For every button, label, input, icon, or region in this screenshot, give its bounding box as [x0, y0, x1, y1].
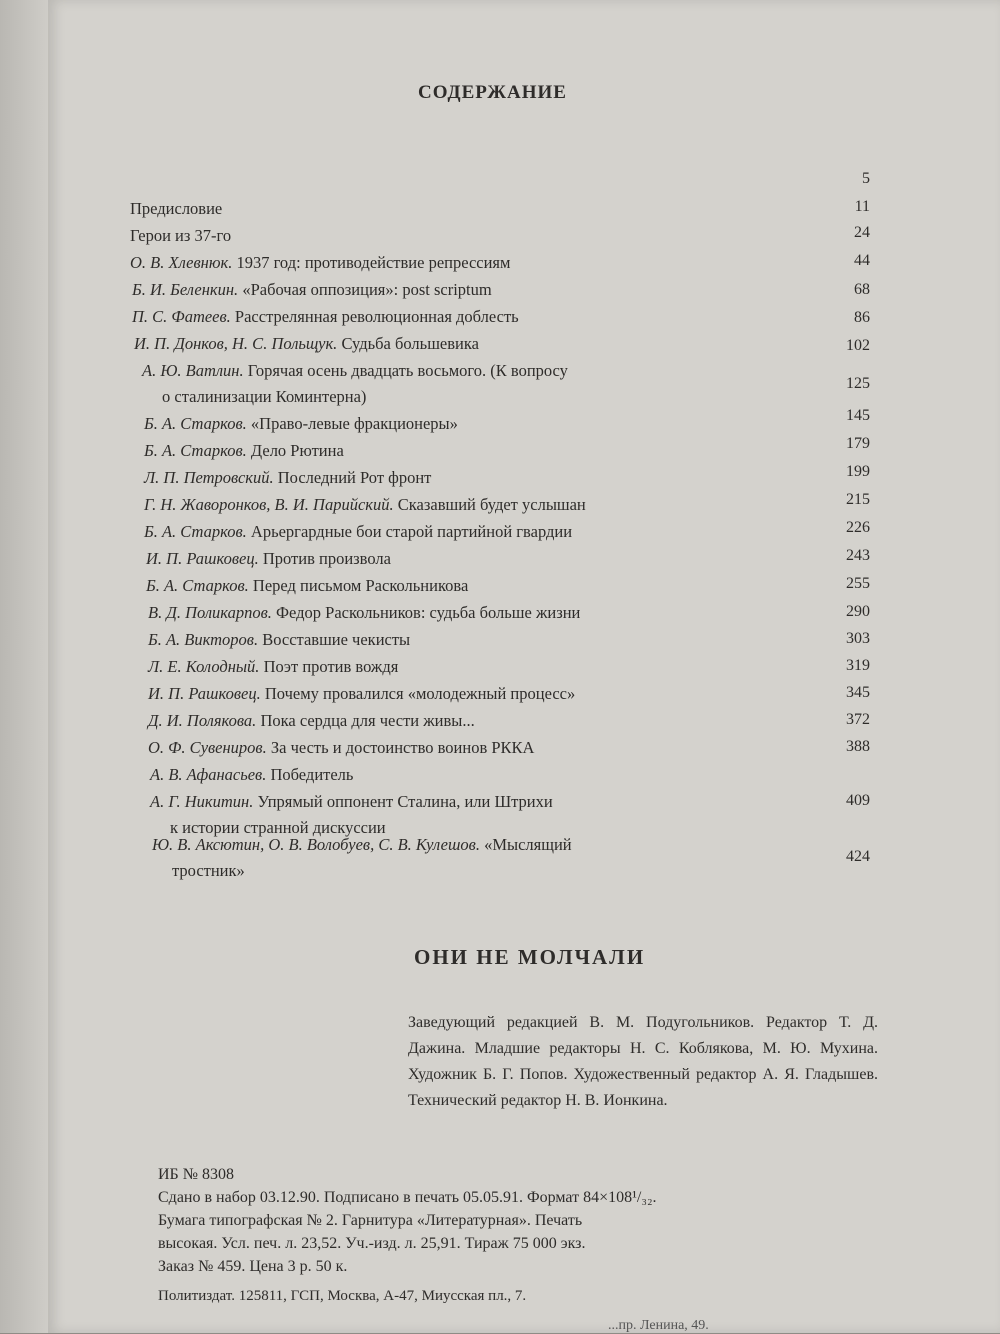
toc-page-number: 255 [846, 575, 870, 592]
toc-page-number: 102 [846, 337, 870, 354]
toc-author: А. Г. Никитин. [150, 792, 258, 811]
book-page [48, 0, 1000, 1333]
toc-title: Сказавший будет услышан [397, 495, 586, 514]
toc-author: П. С. Фатеев. [132, 307, 235, 326]
toc-author: И. П. Рашковец. [146, 549, 263, 568]
toc-title: Арьергардные бои старой партийной гвардии [250, 522, 573, 541]
toc-page-number: 68 [854, 281, 870, 298]
toc-title-continued: о сталинизации Коминтерна) [162, 387, 367, 406]
toc-author: Б. А. Старков. [144, 414, 251, 433]
toc-title: Поэт против вождя [263, 657, 399, 676]
toc-title: «Мыслящий [484, 835, 572, 854]
toc-page-number: 11 [854, 198, 870, 215]
toc-entry [146, 546, 391, 572]
toc-title: Пока сердца для чести живы... [260, 711, 475, 730]
toc-page-number: 290 [846, 603, 870, 620]
toc-title-continued: тростник» [172, 861, 245, 880]
editorial-credits: Заведующий редакцией В. М. Подугольников. Редактор Т. Д. Дажина. Младшие редакторы Н. С. Коблякова, М. Ю. Мухина. Художник Б. Г. Попов. Художественный редактор А. Я. Гладышев. Технический редактор Н. В. Ионкина. [408, 1014, 878, 1109]
toc-page-number: 86 [854, 309, 870, 326]
toc-entry [150, 762, 353, 788]
toc-author: Д. И. Полякова. [148, 711, 261, 730]
toc-entry [146, 573, 468, 599]
toc-entry [132, 304, 519, 330]
imprint-line: Сдано в набор 03.12.90. Подписано в печать 05.05.91. Формат 84×108¹/₃₂. [158, 1189, 657, 1206]
toc-page-number: 24 [854, 224, 870, 241]
toc-author: Л. Е. Колодный. [148, 657, 264, 676]
toc-author: И. П. Рашковец. [148, 684, 265, 703]
toc-title: Предисловие [130, 199, 223, 218]
toc-author: Г. Н. Жаворонков, В. И. Парийский. [144, 495, 398, 514]
toc-entry [144, 492, 586, 518]
toc-title: Перед письмом Раскольникова [252, 576, 469, 595]
toc-entry [148, 708, 475, 734]
toc-author: А. Ю. Ватлин. [142, 361, 248, 380]
toc-page-number: 199 [846, 463, 870, 480]
contents-heading: СОДЕРЖАНИЕ [418, 82, 567, 103]
imprint-block [158, 1163, 938, 1278]
toc-entry [148, 627, 410, 653]
toc-title-continued: к истории странной дискуссии [170, 818, 386, 837]
toc-page-number: 125 [846, 375, 870, 392]
toc-title: «Право-левые фракционеры» [250, 414, 458, 433]
toc-page-number: 243 [846, 547, 870, 564]
toc-page-number: 303 [846, 630, 870, 647]
imprint-line: Заказ № 459. Цена 3 р. 50 к. [158, 1258, 348, 1275]
toc-title: Судьба большевика [341, 334, 479, 353]
toc-title: За честь и достоинство воинов РККА [270, 738, 535, 757]
toc-author: Б. А. Старков. [144, 522, 251, 541]
toc-entry [130, 196, 222, 222]
toc-page-number: 226 [846, 519, 870, 536]
toc-title: Последний Рот фронт [277, 468, 432, 487]
publisher-address: Политиздат. 125811, ГСП, Москва, А-47, Миусская пл., 7. [158, 1288, 527, 1304]
toc-author: Б. А. Старков. [146, 576, 253, 595]
toc-title: Почему провалился «молодежный процесс» [264, 684, 576, 703]
toc-entry [144, 465, 431, 491]
toc-page-number: 179 [846, 435, 870, 452]
toc-entry [144, 438, 344, 464]
toc-entry [144, 411, 458, 437]
toc-entry [142, 358, 568, 410]
toc-title: Восставшие чекисты [262, 630, 411, 649]
toc-title: Победитель [270, 765, 354, 784]
toc-page-number: 424 [846, 848, 870, 865]
toc-author: О. Ф. Сувениров. [148, 738, 271, 757]
toc-title: Против произвола [262, 549, 391, 568]
toc-entry [134, 331, 479, 357]
toc-title: «Рабочая оппозиция»: post scriptum [242, 280, 492, 299]
toc-entry [132, 277, 492, 303]
toc-author: Б. А. Викторов. [148, 630, 263, 649]
toc-entry [130, 250, 510, 276]
toc-page-number: 215 [846, 491, 870, 508]
table-of-contents [48, 0, 1000, 900]
toc-entry [148, 600, 580, 626]
toc-title: 1937 год: противодействие репрессиям [236, 253, 511, 272]
toc-entry [148, 681, 575, 707]
cut-off-line: ...пр. Ленина, 49. [608, 1318, 709, 1333]
toc-entry [152, 832, 572, 884]
toc-entry [130, 223, 231, 249]
toc-author: И. П. Донков, Н. С. Польщук. [134, 334, 342, 353]
toc-title: Герои из 37-го [130, 226, 232, 245]
toc-page-number: 345 [846, 684, 870, 701]
toc-title: Упрямый оппонент Сталина, или Штрихи [257, 792, 553, 811]
toc-page-number: 388 [846, 738, 870, 755]
toc-page-number: 372 [846, 711, 870, 728]
imprint-ib: ИБ № 8308 [158, 1166, 235, 1183]
toc-entry [148, 735, 534, 761]
toc-entry [144, 519, 572, 545]
toc-title: Расстрелянная революционная доблесть [234, 307, 519, 326]
toc-page-number: 5 [862, 170, 870, 187]
book-title: ОНИ НЕ МОЛЧАЛИ [414, 945, 646, 969]
toc-author: Б. А. Старков. [144, 441, 251, 460]
toc-title: Федор Раскольников: судьба больше жизни [276, 603, 581, 622]
imprint-line: высокая. Усл. печ. л. 23,52. Уч.-изд. л. 25,91. Тираж 75 000 экз. [158, 1235, 586, 1252]
toc-title: Дело Рютина [250, 441, 344, 460]
toc-author: Ю. В. Аксютин, О. В. Волобуев, С. В. Кулешов. [152, 835, 485, 854]
toc-entry [148, 654, 398, 680]
toc-page-number: 44 [854, 252, 870, 269]
toc-author: В. Д. Поликарпов. [148, 603, 276, 622]
toc-author: А. В. Афанасьев. [150, 765, 271, 784]
toc-page-number: 409 [846, 792, 870, 809]
toc-page-number: 145 [846, 407, 870, 424]
toc-author: Л. П. Петровский. [144, 468, 278, 487]
toc-author: Б. И. Беленкин. [132, 280, 243, 299]
page-edge [0, 0, 48, 1333]
toc-title: Горячая осень двадцать восьмого. (К вопросу [247, 361, 568, 380]
imprint-line: Бумага типографская № 2. Гарнитура «Литературная». Печать [158, 1212, 583, 1229]
toc-page-number: 319 [846, 657, 870, 674]
toc-author: О. В. Хлевнюк. [130, 253, 237, 272]
